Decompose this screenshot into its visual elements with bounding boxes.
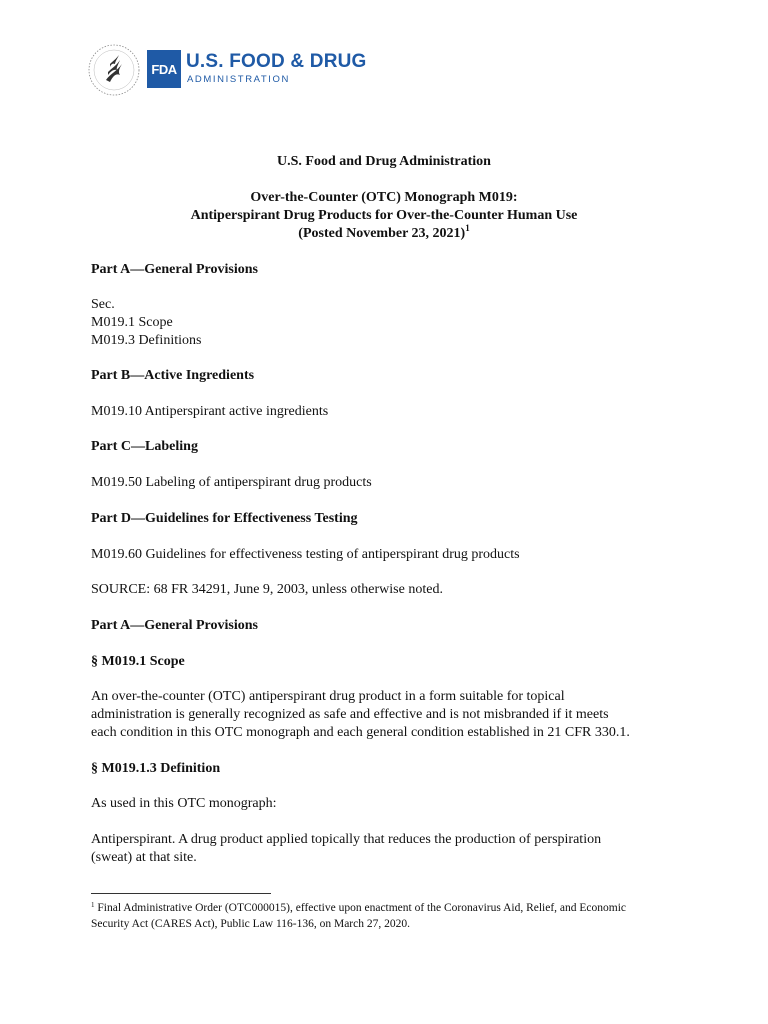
toc-sec-label: Sec. bbox=[91, 297, 115, 312]
footnote-line-1 bbox=[91, 900, 626, 916]
toc-part-c-heading: Part C—Labeling bbox=[91, 439, 198, 454]
scope-text-line-2: administration is generally recognized as safe and effective and is not misbranded if it meets bbox=[91, 707, 609, 722]
fda-logo-subtitle: ADMINISTRATION bbox=[187, 74, 290, 85]
toc-item-effectiveness-testing: M019.60 Guidelines for effectiveness testing of antiperspirant drug products bbox=[91, 547, 520, 562]
toc-item-active-ingredients: M019.10 Antiperspirant active ingredients bbox=[91, 404, 329, 419]
hhs-seal-icon bbox=[86, 42, 142, 98]
toc-part-a-heading: Part A—General Provisions bbox=[91, 262, 258, 277]
footnote-marker: 1 bbox=[91, 901, 95, 909]
scope-text-line-1: An over-the-counter (OTC) antiperspirant drug product in a form suitable for topical bbox=[91, 689, 565, 704]
source-note: SOURCE: 68 FR 34291, June 9, 2003, unless otherwise noted. bbox=[91, 582, 443, 597]
toc-item-labeling: M019.50 Labeling of antiperspirant drug products bbox=[91, 475, 372, 490]
toc-part-b-heading: Part B—Active Ingredients bbox=[91, 368, 255, 383]
scope-text-line-3: each condition in this OTC monograph and each general condition established in 21 CFR 330.1. bbox=[91, 725, 630, 740]
agency-heading: U.S. Food and Drug Administration bbox=[277, 154, 491, 169]
toc-item-definitions: M019.3 Definitions bbox=[91, 333, 202, 348]
title-line-2: Antiperspirant Drug Products for Over-the-Counter Human Use bbox=[190, 208, 578, 223]
footnote-line-2: Security Act (CARES Act), Public Law 116-136, on March 27, 2020. bbox=[91, 918, 410, 930]
title-line-1: Over-the-Counter (OTC) Monograph M019: bbox=[250, 190, 518, 205]
body-part-a-heading: Part A—General Provisions bbox=[91, 618, 258, 633]
posted-date: (Posted November 23, 2021) bbox=[298, 226, 466, 241]
footnote-text-1: Final Administrative Order (OTC000015), effective upon enactment of the Coronavirus Aid, Relief, and Economic bbox=[97, 902, 627, 914]
fda-logo-box: FDA bbox=[147, 50, 181, 88]
footnote-divider bbox=[91, 893, 271, 894]
scope-heading: § M019.1 Scope bbox=[91, 654, 185, 669]
definition-text-line-2: (sweat) at that site. bbox=[91, 850, 197, 865]
fda-logo-title: U.S. FOOD & DRUG bbox=[186, 51, 367, 72]
definition-text-line-1: Antiperspirant. A drug product applied topically that reduces the production of perspiration bbox=[91, 832, 602, 847]
definition-heading: § M019.1.3 Definition bbox=[91, 761, 221, 776]
title-line-3 bbox=[0, 225, 768, 242]
toc-part-d-heading: Part D—Guidelines for Effectiveness Testing bbox=[91, 511, 358, 526]
definition-intro: As used in this OTC monograph: bbox=[91, 796, 277, 811]
toc-item-scope: M019.1 Scope bbox=[91, 315, 173, 330]
footnote-ref[interactable]: 1 bbox=[465, 223, 470, 233]
